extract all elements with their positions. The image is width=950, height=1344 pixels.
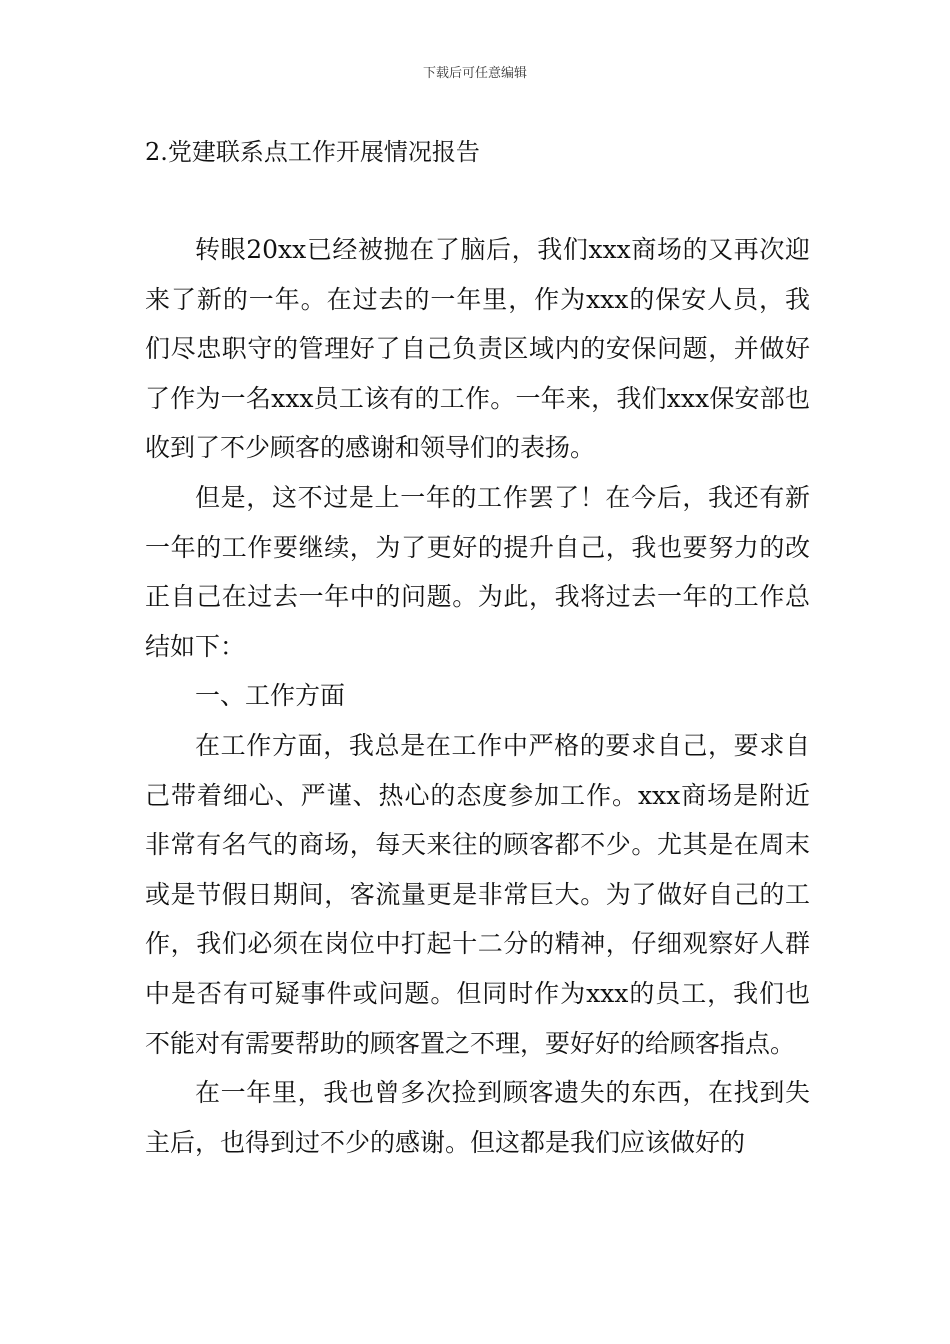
paragraph-summary-intro: 但是，这不过是上一年的工作罢了！在今后，我还有新一年的工作要继续，为了更好的提升自己，我也要努力的改正自己在过去一年中的问题。为此，我将过去一年的工作总结如下： [145, 482, 810, 661]
paragraph-lost-items: 在一年里，我也曾多次捡到顾客遗失的东西，在找到失主后，也得到过不少的感谢。但这都是我们应该做好的 [145, 1078, 810, 1157]
section-heading-work: 一、工作方面 [195, 681, 346, 711]
document-body [145, 225, 810, 1167]
paragraph-intro: 转眼20xx已经被抛在了脑后，我们xxx商场的又再次迎来了新的一年。在过去的一年里，作为xxx的保安人员，我们尽忠职守的管理好了自己负责区域内的安保问题，并做好了作为一名xxx员工该有的工作。一年来，我们xxx保安部也收到了不少顾客的感谢和领导们的表扬。 [145, 235, 810, 463]
document-title: 2.党建联系点工作开展情况报告 [145, 138, 480, 166]
header-note: 下载后可任意编辑 [422, 66, 527, 81]
paragraph-work-details: 在工作方面，我总是在工作中严格的要求自己，要求自己带着细心、严谨、热心的态度参加工作。xxx商场是附近非常有名气的商场，每天来往的顾客都不少。尤其是在周末或是节假日期间，客流量更是非常巨大。为了做好自己的工作，我们必须在岗位中打起十二分的精神，仔细观察好人群中是否有可疑事件或问题。但同时作为xxx的员工，我们也不能对有需要帮助的顾客置之不理，要好好的给顾客指点。 [145, 730, 810, 1058]
